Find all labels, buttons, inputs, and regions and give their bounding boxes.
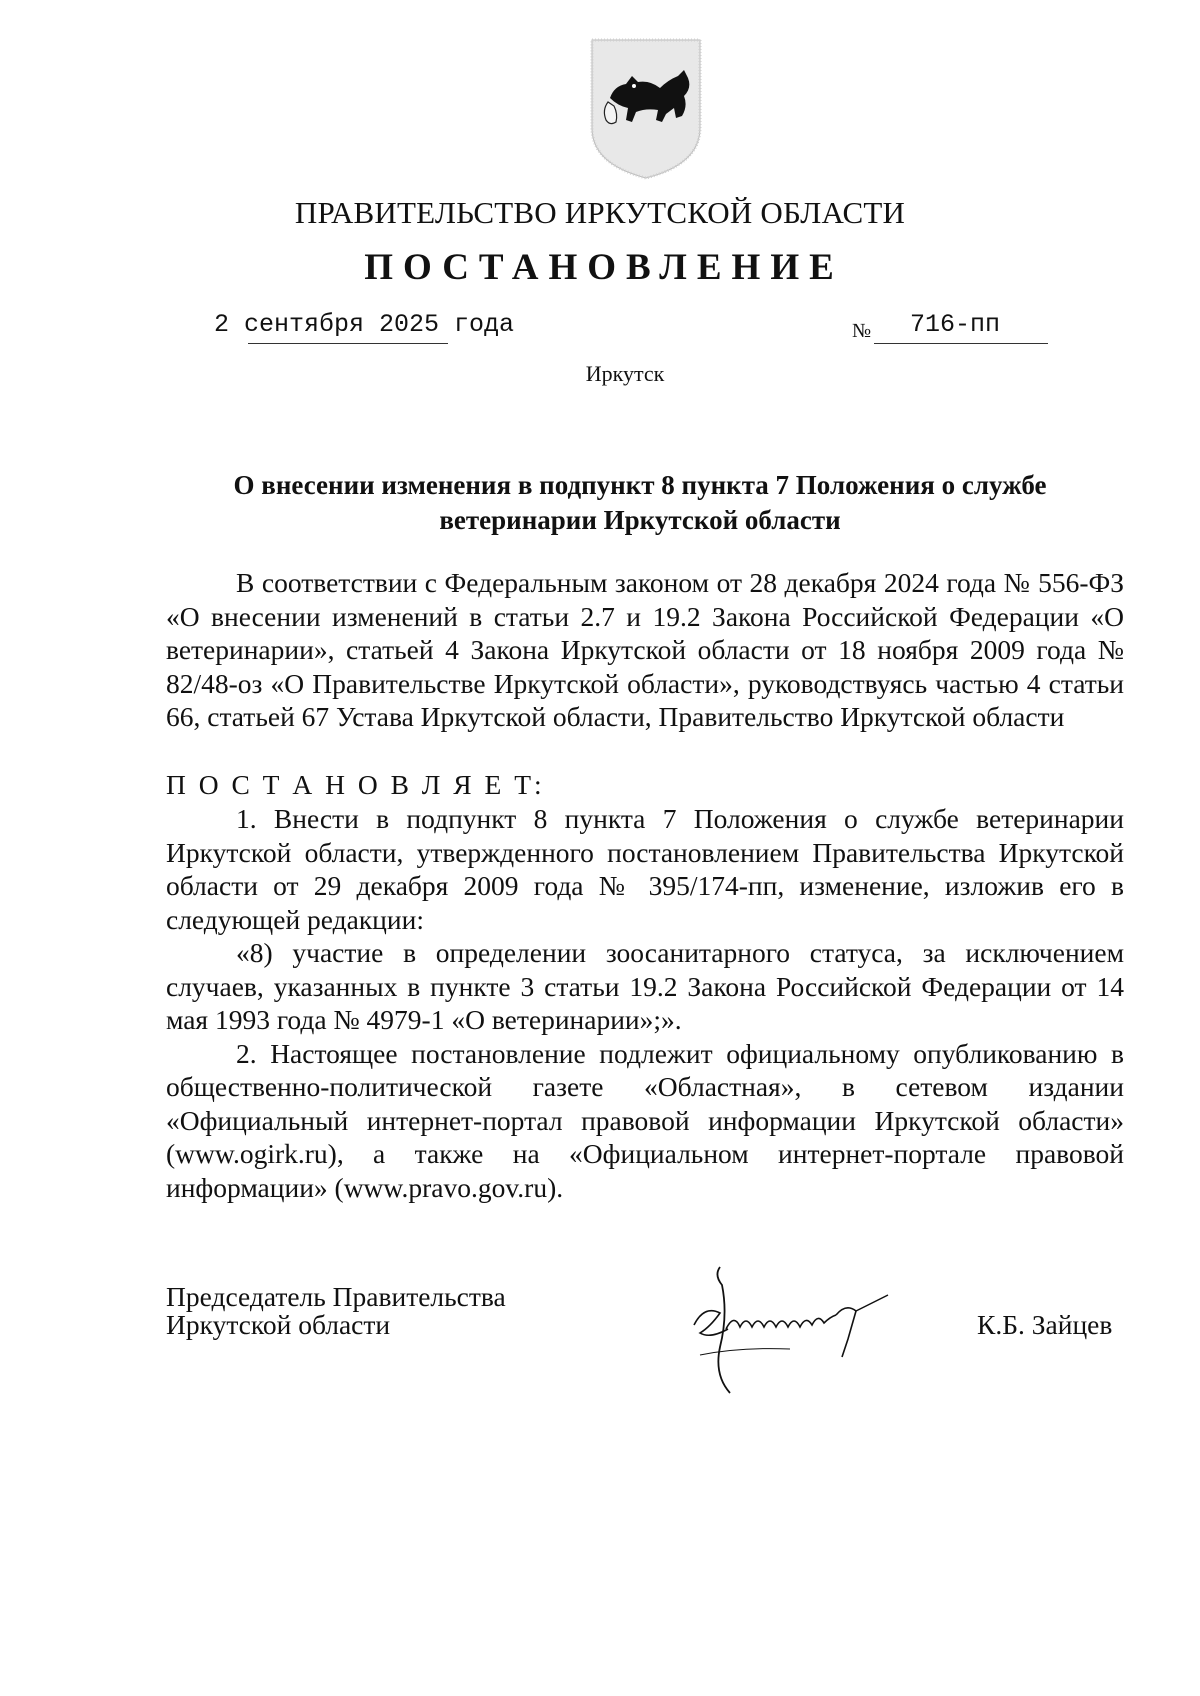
number-underline [874, 343, 1048, 344]
document-subject: О внесении изменения в подпункт 8 пункта 7 Положения о службе ветеринарии Иркутской области [233, 470, 1047, 535]
body-items-block [166, 802, 1124, 1204]
government-name: ПРАВИТЕЛЬСТВО ИРКУТСКОЙ ОБЛАСТИ [294, 195, 906, 230]
body-preamble: В соответствии с Федеральным законом от 28 декабря 2024 года № 556-ФЗ «О внесении изменений в статьи 2.7 и 19.2 Закона Российской Федерации «О ветеринарии», статьей 4 Закона Иркутской области от 18 ноября 2009 года № 82/48-оз «О Правительстве Иркутской области», руководствуясь частью 4 статьи 66, статьей 67 Устава Иркутской области, Правительство Иркутской области [166, 567, 1124, 732]
document-date: 2 сентября 2025 года [214, 310, 515, 339]
body-item-2: 2. Настоящее постановление подлежит официальному опубликованию в общественно-политической газете «Областная», в сетевом издании «Официальный интернет-портал правовой информации Иркутской области» (www.ogirk.ru), а также на «Официальном интернет-портале правовой информации» (www.pravo.gov.ru). [166, 1037, 1124, 1203]
city-name: Иркутск [585, 361, 665, 386]
handwritten-signature [680, 1255, 940, 1405]
document-type-title: ПОСТАНОВЛЕНИЕ [364, 247, 844, 288]
signer-title-line-1: Председатель Правительства [166, 1281, 506, 1312]
decree-word: П О С Т А Н О В Л Я Е Т: [166, 769, 545, 800]
body-preamble-block [166, 566, 1124, 734]
signer-name: К.Б. Зайцев [977, 1309, 1113, 1340]
body-item-1-quote: «8) участие в определении зоосанитарного статуса, за исключением случаев, указанных в пункте 3 статьи 19.2 Закона Российской Федерации от 14 мая 1993 года № 4979-1 «О ветеринарии»;». [166, 937, 1124, 1035]
signer-title-line-2: Иркутской области [166, 1309, 391, 1340]
body-item-1: 1. Внести в подпункт 8 пункта 7 Положения о службе ветеринарии Иркутской области, утвержденного постановлением Правительства Иркутской области от 29 декабря 2009 года № 395/174-пп, изменение, изложив его в следующей редакции: [166, 803, 1124, 935]
document-number: 716-пп [910, 310, 1001, 339]
date-underline [248, 343, 448, 344]
number-sign: № [852, 320, 872, 342]
irkutsk-coat-of-arms-icon [588, 36, 704, 182]
signer-title [166, 1283, 506, 1339]
